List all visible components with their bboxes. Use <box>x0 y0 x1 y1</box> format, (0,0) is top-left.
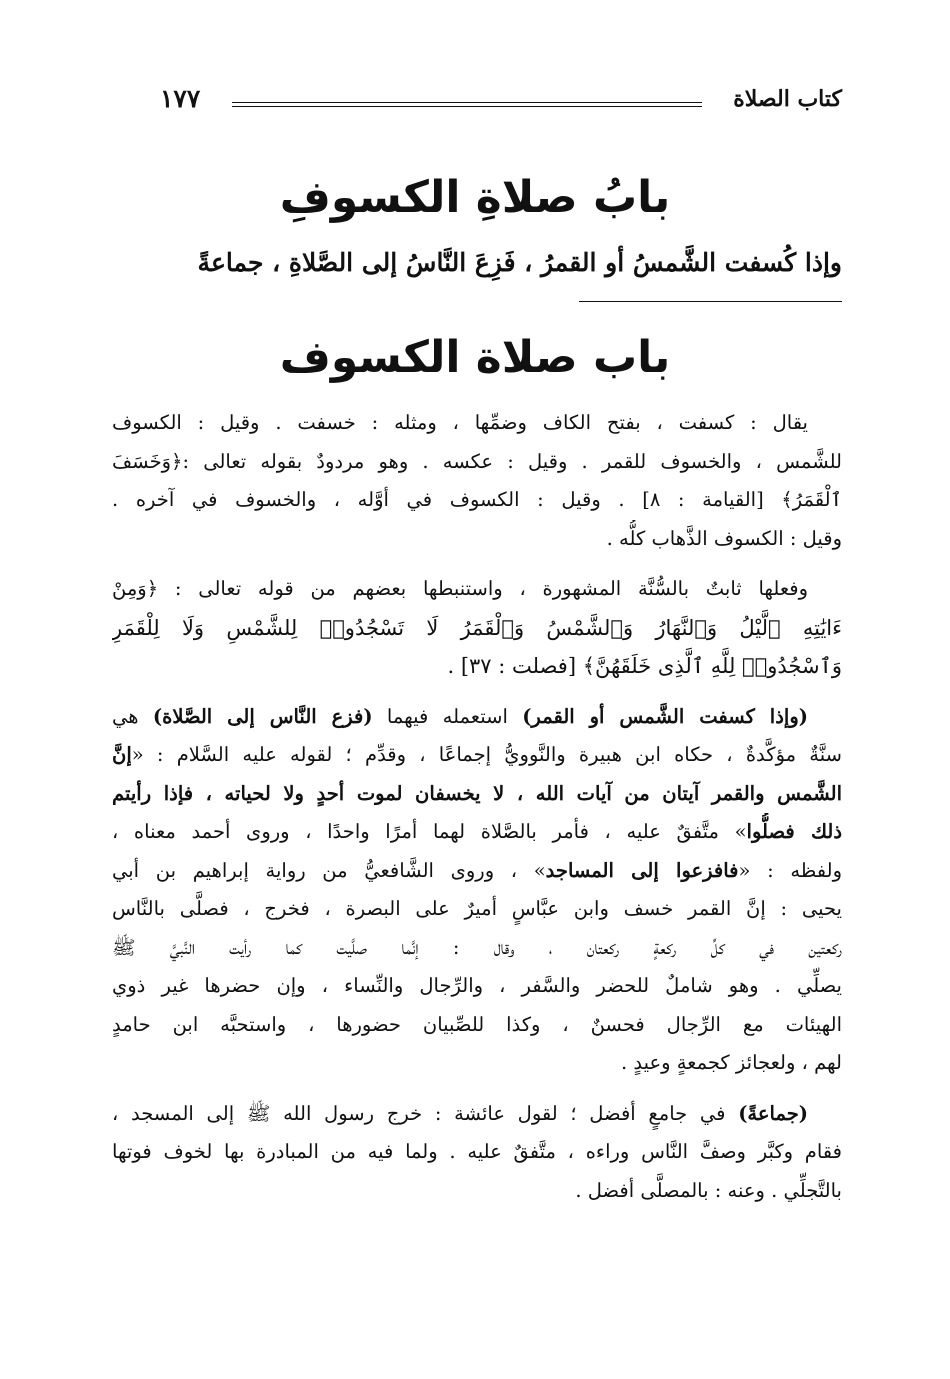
running-head: كتاب الصلاة <box>733 86 842 112</box>
quran-verse-line: ءَايَٰتِهِ ٱلَّيْلُ وَٱلنَّهَارُ وَٱلشَّمْسُ وَٱلْقَمَرُ لَا تَسْجُدُوا۟ لِلشَّمْسِ وَلَا لِلْقَمَرِ <box>112 615 842 640</box>
paragraph-2-line: وفعلها ثابتٌ بالسُّنَّة المشهورة ، واستنبطها بعضهم من قوله تعالى : ﴿وَمِنْ <box>112 577 808 600</box>
paragraph-3-line <box>112 736 842 775</box>
matn-text: وإذا كُسفت الشَّمسُ أو القمرُ ، فَزِعَ النَّاسُ إلى الصَّلاةِ ، جماعةً <box>197 248 842 277</box>
hadith-text: الشَّمس والقمر آيتان من آيات الله ، لا يخسفان لموت أحدٍ ولا لحياته ، فإذا رأيتم <box>112 781 842 805</box>
commentary-text: هي <box>112 704 153 728</box>
commentary-text: استعمله فيهما <box>372 704 523 728</box>
paragraph-3-line <box>112 813 842 852</box>
paragraph-3-line <box>112 698 842 737</box>
sharh-chapter-title: باب صلاة الكسوف <box>279 332 671 383</box>
paragraph-3-line: يصلِّي . وهو شاملٌ للحضر والسَّفر ، والرِّجال والنِّساء ، وإن حضرها غير ذوي <box>112 974 842 997</box>
page-number: ١٧٧ <box>160 84 201 113</box>
header-double-rule <box>232 102 702 107</box>
commentary-body <box>112 404 842 1210</box>
paragraph-3-line: الهيئات مع الرِّجال فحسنٌ ، وكذا للصِّبيان حضورها ، واستحبَّه ابن حامدٍ <box>112 1012 842 1036</box>
matn-separator-rule <box>579 301 842 302</box>
paragraph-3-line <box>112 852 842 891</box>
paragraph-4-line <box>112 1095 842 1134</box>
paragraph-4-line: فقام وكبَّر وصفَّ النَّاس وراءه ، متَّفقٌ عليه . ولما فيه من المبادرة بها لخوف فوتها <box>112 1140 842 1163</box>
commentary-text: سنَّةٌ مؤكَّدةٌ ، حكاه ابن هبيرة والنَّوويُّ إجماعًا ، وقدِّم ؛ لقوله عليه السَّلام : « <box>131 743 842 766</box>
matn-quote: (وإذا كسفت الشَّمس أو القمر) <box>522 704 808 728</box>
paragraph-4-line: بالتَّجلِّي . وعنه : بالمصلَّى أفضل . <box>575 1178 842 1202</box>
paragraph-3-line <box>112 775 842 814</box>
paragraph-3-line: ركعتين في كلِّ ركعةٍ ركعتان ، وقال : إنَّما صلَّيت كما رأيت النَّبيَّ ﷺ <box>112 935 842 959</box>
matn-quote: (فزع النَّاس إلى الصَّلاة) <box>152 704 373 728</box>
hadith-text: فافزعوا إلى المساجد <box>545 858 739 882</box>
hadith-text: ذلك فصلُّوا <box>746 820 842 843</box>
paragraph-gap <box>112 686 842 698</box>
paragraph-gap <box>112 558 842 570</box>
paragraph-gap <box>112 1083 842 1095</box>
commentary-text: ولفظه : « <box>738 858 842 882</box>
paragraph-1-line: للشَّمس ، والخسوف للقمر . وقيل : عكسه . وهو مردودٌ بقوله تعالى :﴿وَخَسَفَ <box>112 449 842 473</box>
quran-verse-line: وَٱسْجُدُوا۟ لِلَّهِ ٱلَّذِى خَلَقَهُنَّ﴾ [فصلت : ٣٧] . <box>447 654 842 678</box>
hadith-text: إنَّ <box>112 743 132 766</box>
paragraph-1-line: ٱلْقَمَرُ﴾ [القيامة : ٨] . وقيل : الكسوف في أوَّله ، والخسوف في آخره . <box>112 488 842 511</box>
paragraph-3-line: يحيى : إنَّ القمر خسف وابن عبَّاسٍ أميرٌ على البصرة ، فخرج ، فصلَّى بالنَّاس <box>112 897 842 920</box>
matn-quote: (جماعةً) <box>738 1101 808 1125</box>
paragraph-1-line: وقيل : الكسوف الذَّهاب كلُّه . <box>606 526 842 550</box>
paragraph-3-line: لهم ، ولعجائز كجمعةٍ وعيدٍ . <box>620 1051 842 1074</box>
commentary-text: » متَّفقٌ عليه ، فأمر بالصَّلاة لهما أمرًا واحدًا ، وروى أحمد معناه ، <box>112 820 747 843</box>
page-header <box>150 82 842 122</box>
commentary-text: » ، وروى الشَّافعيُّ من رواية إبراهيم بن أبي <box>112 858 546 882</box>
matn-chapter-title: بابُ صلاةِ الكسوفِ <box>279 172 671 223</box>
paragraph-1-line: يقال : كسفت ، بفتح الكاف وضمِّها ، ومثله : خسفت . وقيل : الكسوف <box>112 411 808 434</box>
commentary-text: في جامعٍ أفضل ؛ لقول عائشة : خرج رسول الله ﷺ إلى المسجد ، <box>112 1101 739 1125</box>
